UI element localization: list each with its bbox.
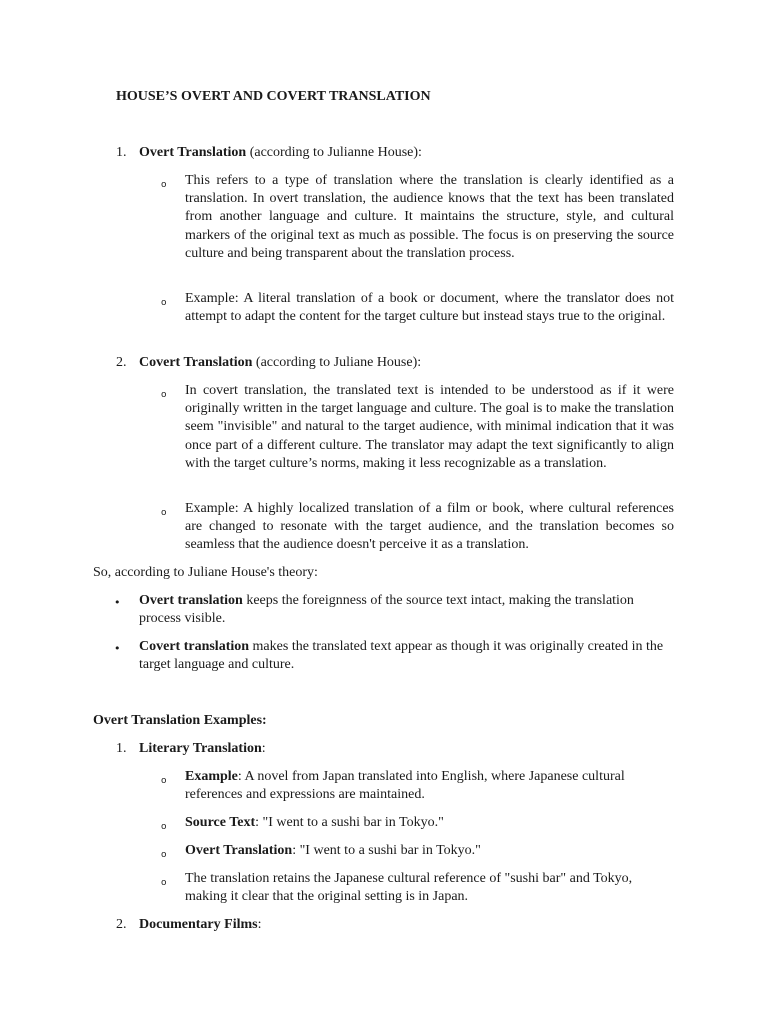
sub-bullet-marker: o bbox=[161, 822, 167, 832]
bullet-marker: • bbox=[114, 596, 121, 609]
list-number: 1. bbox=[116, 741, 127, 756]
summary-bullet-covert: Covert translation makes the translated text appear as though it was originally created in the target language and culture. bbox=[139, 639, 664, 673]
bullet-marker: • bbox=[114, 642, 121, 655]
list-item-literary-translation: Literary Translation: bbox=[139, 741, 266, 756]
overt-translation-line: Overt Translation: "I went to a sushi bar in Tokyo." bbox=[185, 843, 481, 858]
sub-bullet-marker: o bbox=[161, 298, 167, 308]
sub-bullet-marker: o bbox=[161, 390, 167, 400]
retention-note-paragraph: The translation retains the Japanese cultural reference of "sushi bar" and Tokyo, making it clear that the original setting is in Japan. bbox=[185, 871, 633, 905]
summary-bullet-overt: Overt translation keeps the foreignness of the source text intact, making the translation process visible. bbox=[139, 593, 634, 627]
sub-bullet-marker: o bbox=[161, 776, 167, 786]
list-item-overt-translation: Overt Translation (according to Julianne House): bbox=[139, 145, 422, 160]
list-number: 2. bbox=[116, 917, 127, 932]
literary-example-paragraph: Example: A novel from Japan translated into English, where Japanese cultural references and expressions are maintained. bbox=[185, 769, 625, 803]
sub-bullet-marker: o bbox=[161, 850, 167, 860]
sub-bullet-marker: o bbox=[161, 508, 167, 518]
list-item-documentary-films: Documentary Films: bbox=[139, 917, 262, 932]
sub-bullet-marker: o bbox=[161, 180, 167, 190]
list-item-covert-translation: Covert Translation (according to Juliane House): bbox=[139, 355, 422, 370]
covert-definition-paragraph: In covert translation, the translated text is intended to be understood as if it were originally written in the target language and culture. The goal is to make the translation seem "invisible" and natural to the target audience, with minimal indication that it was once part of a different culture. The translator may adapt the text significantly to align with the target culture’s norms, making it less recognizable as a translation. bbox=[185, 383, 674, 471]
source-text-line: Source Text: "I went to a sushi bar in Tokyo." bbox=[185, 815, 444, 830]
overt-example-paragraph: Example: A literal translation of a book or document, where the translator does not attempt to adapt the content for the target culture but instead stays true to the original. bbox=[185, 291, 674, 325]
summary-intro: So, according to Juliane House's theory: bbox=[93, 565, 318, 580]
covert-example-paragraph: Example: A highly localized translation of a film or book, where cultural references are changed to resonate with the target audience, and the translation becomes so seamless that the audience doesn't perceive it as a translation. bbox=[185, 501, 674, 553]
list-number: 2. bbox=[116, 355, 127, 370]
list-number: 1. bbox=[116, 145, 127, 160]
section-heading: Overt Translation Examples: bbox=[93, 713, 267, 728]
overt-definition-paragraph: This refers to a type of translation where the translation is clearly identified as a translation. In overt translation, the audience knows that the text has been translated from another language and culture. It maintains the structure, style, and cultural markers of the original text as much as possible. The focus is on preserving the source culture and being transparent about the translation process. bbox=[185, 173, 674, 261]
sub-bullet-marker: o bbox=[161, 878, 167, 888]
page-title: HOUSE’S OVERT AND COVERT TRANSLATION bbox=[116, 89, 431, 104]
